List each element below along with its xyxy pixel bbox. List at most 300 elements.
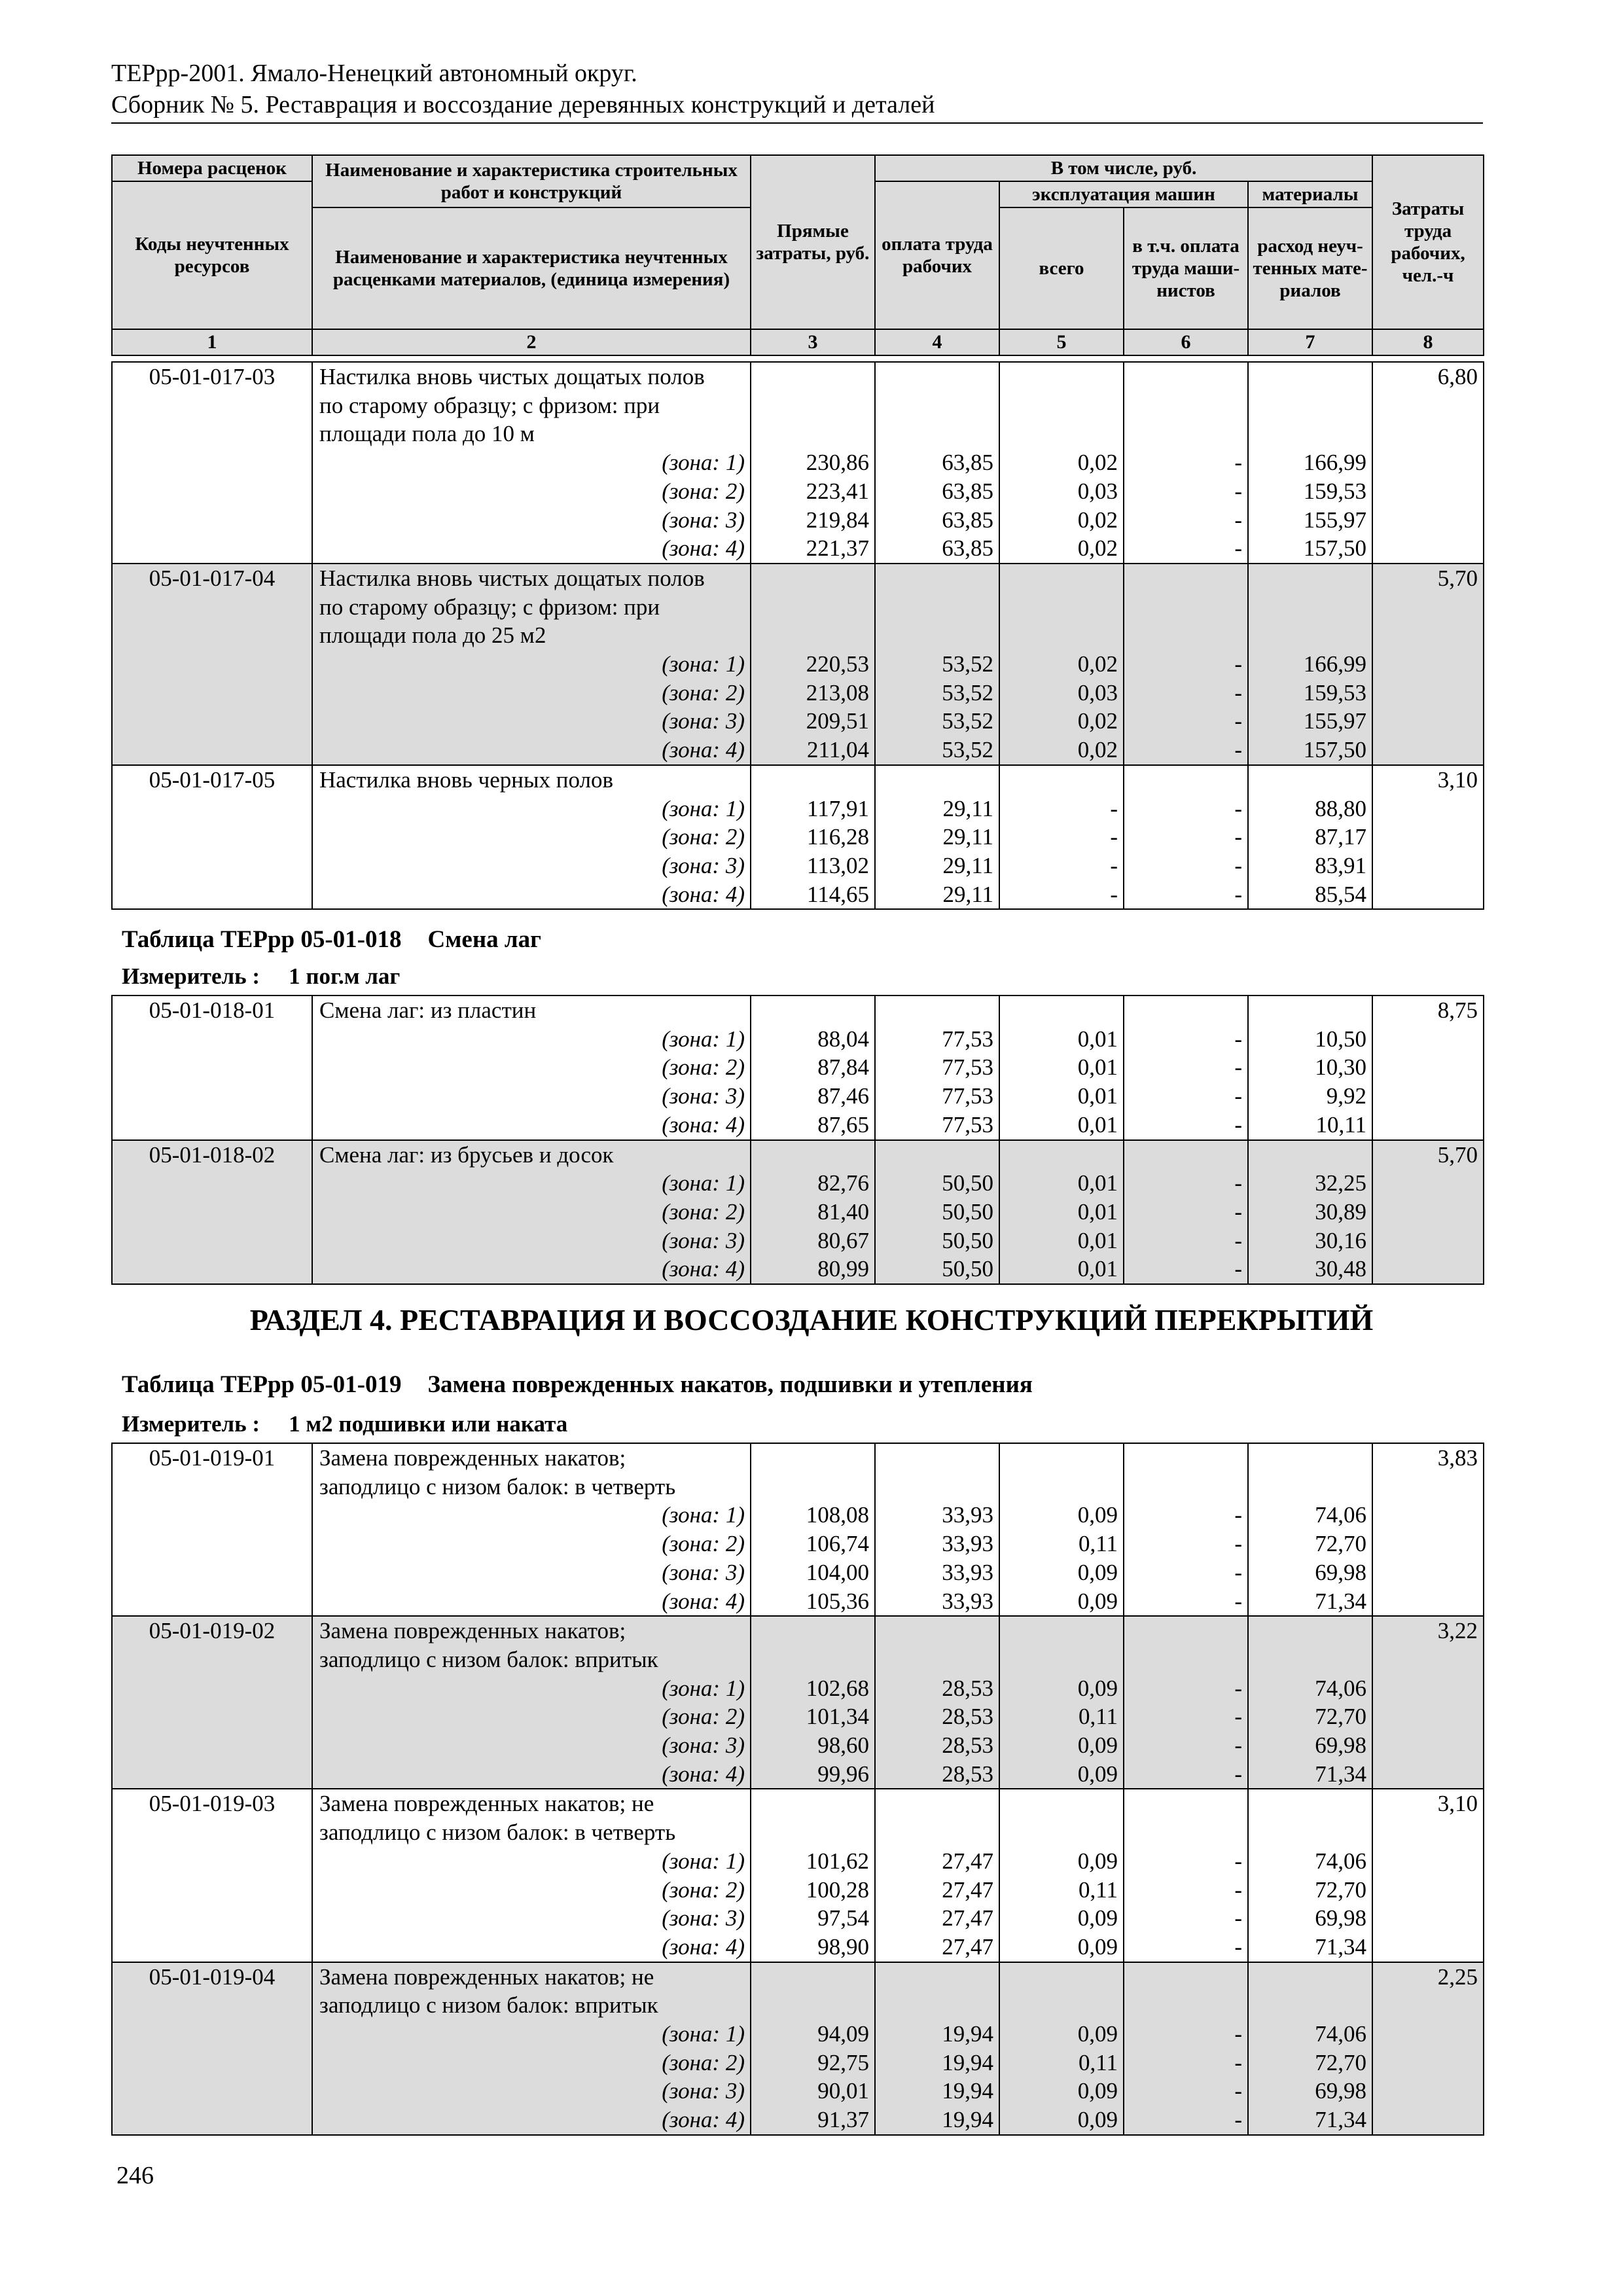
materials-value: 72,70 xyxy=(1315,1704,1366,1730)
column-number: 3 xyxy=(751,329,875,355)
materials-value: 10,30 xyxy=(1315,1054,1366,1081)
labor-pay-value: 27,47 xyxy=(942,1848,993,1874)
zone-label: (зона: 1) xyxy=(662,1675,745,1701)
zone-label: (зона: 3) xyxy=(662,852,745,878)
materials-value: 85,54 xyxy=(1315,881,1366,907)
labor-pay-value: 63,85 xyxy=(942,535,993,562)
rate-name xyxy=(312,765,751,910)
materials-value: 71,34 xyxy=(1315,1588,1366,1614)
labor-hours-value: 6,80 xyxy=(1437,364,1478,389)
machine-ops-value: 0,02 xyxy=(1077,708,1118,734)
labor-pay-value: 28,53 xyxy=(942,1732,993,1759)
operator-pay-value: - xyxy=(1234,1083,1242,1109)
operator-pay-value: - xyxy=(1234,507,1242,533)
operator-pay-value-cell xyxy=(1124,1616,1248,1789)
table-title-subject: Замена поврежденных накатов, подшивки и утепления xyxy=(427,1371,1033,1398)
operator-pay-value: - xyxy=(1234,1704,1242,1730)
running-header xyxy=(111,58,1483,124)
zone-label: (зона: 4) xyxy=(662,2107,745,2133)
machine-ops-value: - xyxy=(1110,881,1118,907)
direct-costs-value: 94,09 xyxy=(817,2021,869,2047)
table-title-019 xyxy=(122,1371,1033,1399)
labor-pay-value: 63,85 xyxy=(942,478,993,504)
zone-label: (зона: 1) xyxy=(662,450,745,476)
materials-value: 10,50 xyxy=(1315,1026,1366,1052)
rate-code-text: 05-01-017-05 xyxy=(149,766,276,793)
direct-costs-value: 100,28 xyxy=(806,1876,869,1903)
column-number: 1 xyxy=(112,329,312,355)
zone-label: (зона: 4) xyxy=(662,1256,745,1282)
operator-pay-value: - xyxy=(1234,1876,1242,1903)
labor-pay-value: 28,53 xyxy=(942,1675,993,1701)
operator-pay-value: - xyxy=(1234,679,1242,706)
column-number: 4 xyxy=(875,329,999,355)
rate-name-line: по старому образцу; с фризом: при xyxy=(319,594,660,620)
operator-pay-value: - xyxy=(1234,1026,1242,1052)
machine-ops-value-cell xyxy=(999,1443,1124,1616)
labor-hours-cell xyxy=(1372,1140,1484,1285)
labor-hours-cell xyxy=(1372,765,1484,910)
rate-name-line: заподлицо с низом балок: впритык xyxy=(319,1646,658,1672)
materials-value: 155,97 xyxy=(1303,507,1366,533)
rate-code xyxy=(112,1962,312,2135)
table-title-018 xyxy=(122,925,541,954)
direct-costs-value: 116,28 xyxy=(807,824,869,850)
direct-costs-value: 98,60 xyxy=(817,1732,869,1759)
labor-hours-cell xyxy=(1372,564,1484,765)
header-material-name: Наименование и характеристика неучтенных расценками материалов, (единица измерения) xyxy=(312,207,751,329)
labor-pay-value: 19,94 xyxy=(942,2107,993,2133)
direct-costs-value-cell xyxy=(751,1962,875,2135)
rate-row xyxy=(112,564,1484,765)
machine-ops-value: 0,01 xyxy=(1077,1054,1118,1081)
rate-code-text: 05-01-017-03 xyxy=(149,364,276,389)
direct-costs-value-cell xyxy=(751,1616,875,1789)
unit-value: 1 пог.м лаг xyxy=(289,963,401,989)
operator-pay-value: - xyxy=(1234,651,1242,677)
materials-value-cell xyxy=(1248,1140,1372,1285)
zone-label: (зона: 3) xyxy=(662,1905,745,1931)
operator-pay-value-cell xyxy=(1124,1789,1248,1962)
labor-pay-value: 77,53 xyxy=(942,1026,993,1052)
rate-name xyxy=(312,362,751,564)
header-machine-total: всего xyxy=(999,207,1124,329)
machine-ops-value: 0,03 xyxy=(1077,679,1118,706)
machine-ops-value: 0,01 xyxy=(1077,1111,1118,1138)
machine-ops-value: - xyxy=(1110,824,1118,850)
direct-costs-value: 101,62 xyxy=(806,1848,869,1874)
direct-costs-value-cell xyxy=(751,564,875,765)
operator-pay-value: - xyxy=(1234,1111,1242,1138)
machine-ops-value: - xyxy=(1110,795,1118,821)
rate-code xyxy=(112,1789,312,1962)
labor-pay-value: 19,94 xyxy=(942,2078,993,2104)
operator-pay-value-cell xyxy=(1124,1140,1248,1285)
labor-hours-value: 8,75 xyxy=(1437,997,1478,1023)
machine-ops-value: 0,11 xyxy=(1079,1704,1118,1730)
materials-value: 155,97 xyxy=(1303,708,1366,734)
machine-ops-value: 0,01 xyxy=(1077,1198,1118,1225)
direct-costs-value-cell xyxy=(751,1140,875,1285)
direct-costs-value: 223,41 xyxy=(806,478,869,504)
zone-label: (зона: 1) xyxy=(662,1848,745,1874)
machine-ops-value-cell xyxy=(999,996,1124,1140)
rate-code xyxy=(112,1616,312,1789)
operator-pay-value: - xyxy=(1234,1559,1242,1585)
operator-pay-value-cell xyxy=(1124,1962,1248,2135)
direct-costs-value: 101,34 xyxy=(806,1704,869,1730)
operator-pay-value: - xyxy=(1234,535,1242,562)
zone-label: (зона: 1) xyxy=(662,795,745,821)
labor-hours-value: 3,10 xyxy=(1437,1791,1478,1817)
zone-label: (зона: 3) xyxy=(662,1227,745,1253)
direct-costs-value: 117,91 xyxy=(807,795,869,821)
header-materials-unaccounted: расход неуч-тенных мате-риалов xyxy=(1248,207,1372,329)
header-machine-ops: эксплуатация машин xyxy=(999,181,1248,207)
labor-pay-value: 28,53 xyxy=(942,1704,993,1730)
materials-value: 166,99 xyxy=(1303,651,1366,677)
labor-pay-value-cell xyxy=(875,1443,999,1616)
direct-costs-value: 82,76 xyxy=(817,1170,869,1196)
materials-value: 72,70 xyxy=(1315,2049,1366,2075)
materials-value-cell xyxy=(1248,765,1372,910)
rate-code xyxy=(112,1443,312,1616)
labor-pay-value: 53,52 xyxy=(942,708,993,734)
rate-row xyxy=(112,362,1484,564)
zone-label: (зона: 2) xyxy=(662,1704,745,1730)
rate-name-line: заподлицо с низом балок: в четверть xyxy=(319,1473,676,1499)
labor-pay-value: 33,93 xyxy=(942,1559,993,1585)
machine-ops-value-cell xyxy=(999,1140,1124,1285)
machine-ops-value: 0,09 xyxy=(1077,2078,1118,2104)
machine-ops-value: 0,09 xyxy=(1077,1933,1118,1960)
zone-label: (зона: 4) xyxy=(662,1933,745,1960)
materials-value: 30,16 xyxy=(1315,1227,1366,1253)
unit-label: Измеритель : xyxy=(122,1411,260,1437)
materials-value: 157,50 xyxy=(1303,535,1366,562)
direct-costs-value-cell xyxy=(751,1789,875,1962)
labor-pay-value: 50,50 xyxy=(942,1170,993,1196)
labor-pay-value: 29,11 xyxy=(942,795,993,821)
materials-value: 159,53 xyxy=(1303,679,1366,706)
zone-label: (зона: 4) xyxy=(662,1111,745,1138)
direct-costs-value: 88,04 xyxy=(817,1026,869,1052)
rates-table-018 xyxy=(111,995,1484,1285)
rate-code-text: 05-01-019-03 xyxy=(149,1791,276,1817)
column-number: 5 xyxy=(999,329,1124,355)
labor-pay-value: 53,52 xyxy=(942,737,993,763)
rate-name-line: заподлицо с низом балок: в четверть xyxy=(319,1820,676,1846)
labor-pay-value: 27,47 xyxy=(942,1905,993,1931)
operator-pay-value-cell xyxy=(1124,996,1248,1140)
materials-value: 69,98 xyxy=(1315,1905,1366,1931)
direct-costs-value: 219,84 xyxy=(806,507,869,533)
rate-code xyxy=(112,362,312,564)
direct-costs-value: 221,37 xyxy=(806,535,869,562)
labor-pay-value: 19,94 xyxy=(942,2049,993,2075)
machine-ops-value: 0,02 xyxy=(1077,450,1118,476)
direct-costs-value: 80,67 xyxy=(817,1227,869,1253)
machine-ops-value: 0,01 xyxy=(1077,1227,1118,1253)
direct-costs-value: 211,04 xyxy=(807,737,869,763)
materials-value: 74,06 xyxy=(1315,2021,1366,2047)
machine-ops-value: 0,11 xyxy=(1079,1531,1118,1557)
labor-pay-value: 53,52 xyxy=(942,679,993,706)
rate-name-line: Смена лаг: из брусьев и досок xyxy=(319,1141,614,1168)
labor-hours-value: 3,10 xyxy=(1437,766,1478,793)
rate-row xyxy=(112,1962,1484,2135)
materials-value: 71,34 xyxy=(1315,2107,1366,2133)
operator-pay-value: - xyxy=(1234,1588,1242,1614)
operator-pay-value: - xyxy=(1234,737,1242,763)
operator-pay-value-cell xyxy=(1124,564,1248,765)
materials-value: 69,98 xyxy=(1315,1559,1366,1585)
labor-pay-value: 50,50 xyxy=(942,1198,993,1225)
rate-code-text: 05-01-017-04 xyxy=(149,565,276,591)
direct-costs-value: 87,65 xyxy=(817,1111,869,1138)
labor-hours-value: 3,22 xyxy=(1437,1618,1478,1644)
materials-value: 71,34 xyxy=(1315,1933,1366,1960)
labor-hours-value: 3,83 xyxy=(1437,1445,1478,1471)
operator-pay-value: - xyxy=(1234,1170,1242,1196)
operator-pay-value: - xyxy=(1234,881,1242,907)
column-number: 6 xyxy=(1124,329,1248,355)
materials-value: 30,48 xyxy=(1315,1256,1366,1282)
section-title: РАЗДЕЛ 4. РЕСТАВРАЦИЯ И ВОССОЗДАНИЕ КОНСТРУКЦИЙ ПЕРЕКРЫТИЙ xyxy=(249,1303,1374,1336)
rate-code xyxy=(112,564,312,765)
machine-ops-value-cell xyxy=(999,1962,1124,2135)
labor-pay-value: 27,47 xyxy=(942,1876,993,1903)
machine-ops-value: 0,01 xyxy=(1077,1256,1118,1282)
machine-ops-value: 0,09 xyxy=(1077,1588,1118,1614)
direct-costs-value: 97,54 xyxy=(817,1905,869,1931)
rate-code-text: 05-01-019-04 xyxy=(149,1964,276,1990)
header-including: В том числе, руб. xyxy=(875,155,1372,181)
operator-pay-value: - xyxy=(1234,1905,1242,1931)
operator-pay-value: - xyxy=(1234,1933,1242,1960)
materials-value: 88,80 xyxy=(1315,795,1366,821)
labor-pay-value: 33,93 xyxy=(942,1502,993,1528)
unit-value: 1 м2 подшивки или наката xyxy=(289,1411,568,1437)
operator-pay-value: - xyxy=(1234,2107,1242,2133)
rate-row xyxy=(112,996,1484,1140)
header-line-1: ТЕРрр-2001. Ямало-Ненецкий автономный округ. xyxy=(111,60,637,87)
labor-hours-cell xyxy=(1372,362,1484,564)
labor-pay-value-cell xyxy=(875,362,999,564)
rate-name-line: Замена поврежденных накатов; xyxy=(319,1618,626,1644)
labor-pay-value: 50,50 xyxy=(942,1256,993,1282)
operator-pay-value: - xyxy=(1234,1761,1242,1787)
direct-costs-value: 92,75 xyxy=(817,2049,869,2075)
machine-ops-value-cell xyxy=(999,1789,1124,1962)
machine-ops-value: 0,09 xyxy=(1077,2107,1118,2133)
rate-row xyxy=(112,1443,1484,1616)
operator-pay-value: - xyxy=(1234,708,1242,734)
page-number: 246 xyxy=(116,2162,154,2189)
materials-value: 157,50 xyxy=(1303,737,1366,763)
labor-pay-value: 63,85 xyxy=(942,450,993,476)
zone-label: (зона: 2) xyxy=(662,478,745,504)
zone-label: (зона: 2) xyxy=(662,824,745,850)
rate-name-line: площади пола до 10 м xyxy=(319,421,535,447)
labor-pay-value-cell xyxy=(875,765,999,910)
direct-costs-value: 87,46 xyxy=(817,1083,869,1109)
rate-name-line: площади пола до 25 м2 xyxy=(319,622,546,649)
materials-value: 83,91 xyxy=(1315,852,1366,878)
labor-pay-value: 27,47 xyxy=(942,1933,993,1960)
rate-code xyxy=(112,765,312,910)
header-materials: материалы xyxy=(1248,181,1372,207)
operator-pay-value: - xyxy=(1234,2021,1242,2047)
rate-code-text: 05-01-018-02 xyxy=(149,1141,276,1168)
labor-pay-value: 50,50 xyxy=(942,1227,993,1253)
operator-pay-value: - xyxy=(1234,478,1242,504)
zone-label: (зона: 2) xyxy=(662,1876,745,1903)
machine-ops-value: 0,02 xyxy=(1077,535,1118,562)
rate-name-line: Смена лаг: из пластин xyxy=(319,997,537,1023)
operator-pay-value: - xyxy=(1234,2049,1242,2075)
materials-value: 72,70 xyxy=(1315,1876,1366,1903)
materials-value-cell xyxy=(1248,1616,1372,1789)
direct-costs-value: 90,01 xyxy=(817,2078,869,2104)
labor-pay-value: 19,94 xyxy=(942,2021,993,2047)
machine-ops-value: 0,09 xyxy=(1077,1905,1118,1931)
machine-ops-value: 0,01 xyxy=(1077,1026,1118,1052)
rates-table-019 xyxy=(111,1443,1484,2136)
operator-pay-value: - xyxy=(1234,795,1242,821)
rate-name-line: Настилка вновь чистых дощатых полов xyxy=(319,565,705,591)
operator-pay-value-cell xyxy=(1124,1443,1248,1616)
direct-costs-value: 80,99 xyxy=(817,1256,869,1282)
machine-ops-value: 0,01 xyxy=(1077,1170,1118,1196)
column-number: 2 xyxy=(312,329,751,355)
labor-hours-cell xyxy=(1372,1789,1484,1962)
operator-pay-value: - xyxy=(1234,1502,1242,1528)
rate-code xyxy=(112,1140,312,1285)
table-title-subject: Смена лаг xyxy=(427,926,541,953)
labor-pay-value: 63,85 xyxy=(942,507,993,533)
zone-label: (зона: 4) xyxy=(662,535,745,562)
operator-pay-value: - xyxy=(1234,1531,1242,1557)
rate-name xyxy=(312,1140,751,1285)
labor-pay-value-cell xyxy=(875,1789,999,1962)
direct-costs-value-cell xyxy=(751,362,875,564)
zone-label: (зона: 3) xyxy=(662,708,745,734)
labor-pay-value-cell xyxy=(875,1962,999,2135)
labor-pay-value: 33,93 xyxy=(942,1531,993,1557)
materials-value-cell xyxy=(1248,1962,1372,2135)
direct-costs-value: 213,08 xyxy=(806,679,869,706)
materials-value-cell xyxy=(1248,1789,1372,1962)
rate-code-text: 05-01-019-01 xyxy=(149,1445,276,1471)
labor-pay-value: 53,52 xyxy=(942,651,993,677)
header-direct-costs: Прямые затраты, руб. xyxy=(751,155,875,329)
materials-value: 69,98 xyxy=(1315,2078,1366,2104)
labor-pay-value: 77,53 xyxy=(942,1083,993,1109)
labor-hours-cell xyxy=(1372,1616,1484,1789)
operator-pay-value: - xyxy=(1234,1227,1242,1253)
zone-label: (зона: 2) xyxy=(662,1054,745,1081)
header-labor-pay: оплата труда рабочих xyxy=(875,181,999,329)
zone-label: (зона: 2) xyxy=(662,1531,745,1557)
direct-costs-value: 220,53 xyxy=(806,651,869,677)
machine-ops-value: - xyxy=(1110,852,1118,878)
zone-label: (зона: 3) xyxy=(662,507,745,533)
materials-value: 74,06 xyxy=(1315,1502,1366,1528)
header-rate-numbers: Номера расценок xyxy=(112,155,312,181)
direct-costs-value: 81,40 xyxy=(817,1198,869,1225)
direct-costs-value: 209,51 xyxy=(806,708,869,734)
zone-label: (зона: 4) xyxy=(662,881,745,907)
machine-ops-value-cell xyxy=(999,765,1124,910)
direct-costs-value: 98,90 xyxy=(817,1933,869,1960)
header-work-name: Наименование и характеристика строительных работ и конструкций xyxy=(312,155,751,207)
direct-costs-value: 106,74 xyxy=(806,1531,869,1557)
rate-name-line: Замена поврежденных накатов; не xyxy=(319,1791,654,1817)
machine-ops-value: 0,09 xyxy=(1077,1502,1118,1528)
machine-ops-value: 0,01 xyxy=(1077,1083,1118,1109)
labor-pay-value: 33,93 xyxy=(942,1588,993,1614)
direct-costs-value: 104,00 xyxy=(806,1559,869,1585)
operator-pay-value: - xyxy=(1234,1848,1242,1874)
zone-label: (зона: 3) xyxy=(662,2078,745,2104)
materials-value: 166,99 xyxy=(1303,450,1366,476)
zone-label: (зона: 1) xyxy=(662,1026,745,1052)
rates-table-017 xyxy=(111,361,1484,910)
labor-hours-cell xyxy=(1372,1962,1484,2135)
direct-costs-value: 230,86 xyxy=(806,450,869,476)
direct-costs-value-cell xyxy=(751,1443,875,1616)
table-title-number: Таблица ТЕРрр 05-01-019 xyxy=(122,1371,402,1398)
materials-value: 74,06 xyxy=(1315,1675,1366,1701)
labor-pay-value: 29,11 xyxy=(942,852,993,878)
zone-label: (зона: 3) xyxy=(662,1083,745,1109)
zone-label: (зона: 4) xyxy=(662,1588,745,1614)
unit-line-019 xyxy=(122,1411,567,1437)
labor-pay-value-cell xyxy=(875,1140,999,1285)
rate-name xyxy=(312,564,751,765)
direct-costs-value: 91,37 xyxy=(817,2107,869,2133)
column-number: 7 xyxy=(1248,329,1372,355)
labor-hours-value: 5,70 xyxy=(1437,1141,1478,1168)
rate-name xyxy=(312,1962,751,2135)
machine-ops-value: 0,09 xyxy=(1077,1559,1118,1585)
machine-ops-value: 0,09 xyxy=(1077,1675,1118,1701)
operator-pay-value: - xyxy=(1234,450,1242,476)
machine-ops-value: 0,09 xyxy=(1077,1761,1118,1787)
unit-line-018 xyxy=(122,963,400,990)
materials-value-cell xyxy=(1248,996,1372,1140)
machine-ops-value: 0,11 xyxy=(1079,1876,1118,1903)
labor-pay-value: 28,53 xyxy=(942,1761,993,1787)
machine-ops-value: 0,09 xyxy=(1077,1732,1118,1759)
machine-ops-value-cell xyxy=(999,1616,1124,1789)
zone-label: (зона: 1) xyxy=(662,2021,745,2047)
rate-name xyxy=(312,1616,751,1789)
rate-row xyxy=(112,1616,1484,1789)
rate-code-text: 05-01-019-02 xyxy=(149,1618,276,1644)
machine-ops-value: 0,02 xyxy=(1077,507,1118,533)
materials-value-cell xyxy=(1248,362,1372,564)
direct-costs-value: 99,96 xyxy=(817,1761,869,1787)
direct-costs-value: 108,08 xyxy=(806,1502,869,1528)
materials-value-cell xyxy=(1248,1443,1372,1616)
operator-pay-value: - xyxy=(1234,1054,1242,1081)
materials-value: 10,11 xyxy=(1315,1111,1366,1138)
labor-hours-value: 2,25 xyxy=(1437,1964,1478,1990)
rate-name-line: Замена поврежденных накатов; xyxy=(319,1445,626,1471)
operator-pay-value: - xyxy=(1234,2078,1242,2104)
